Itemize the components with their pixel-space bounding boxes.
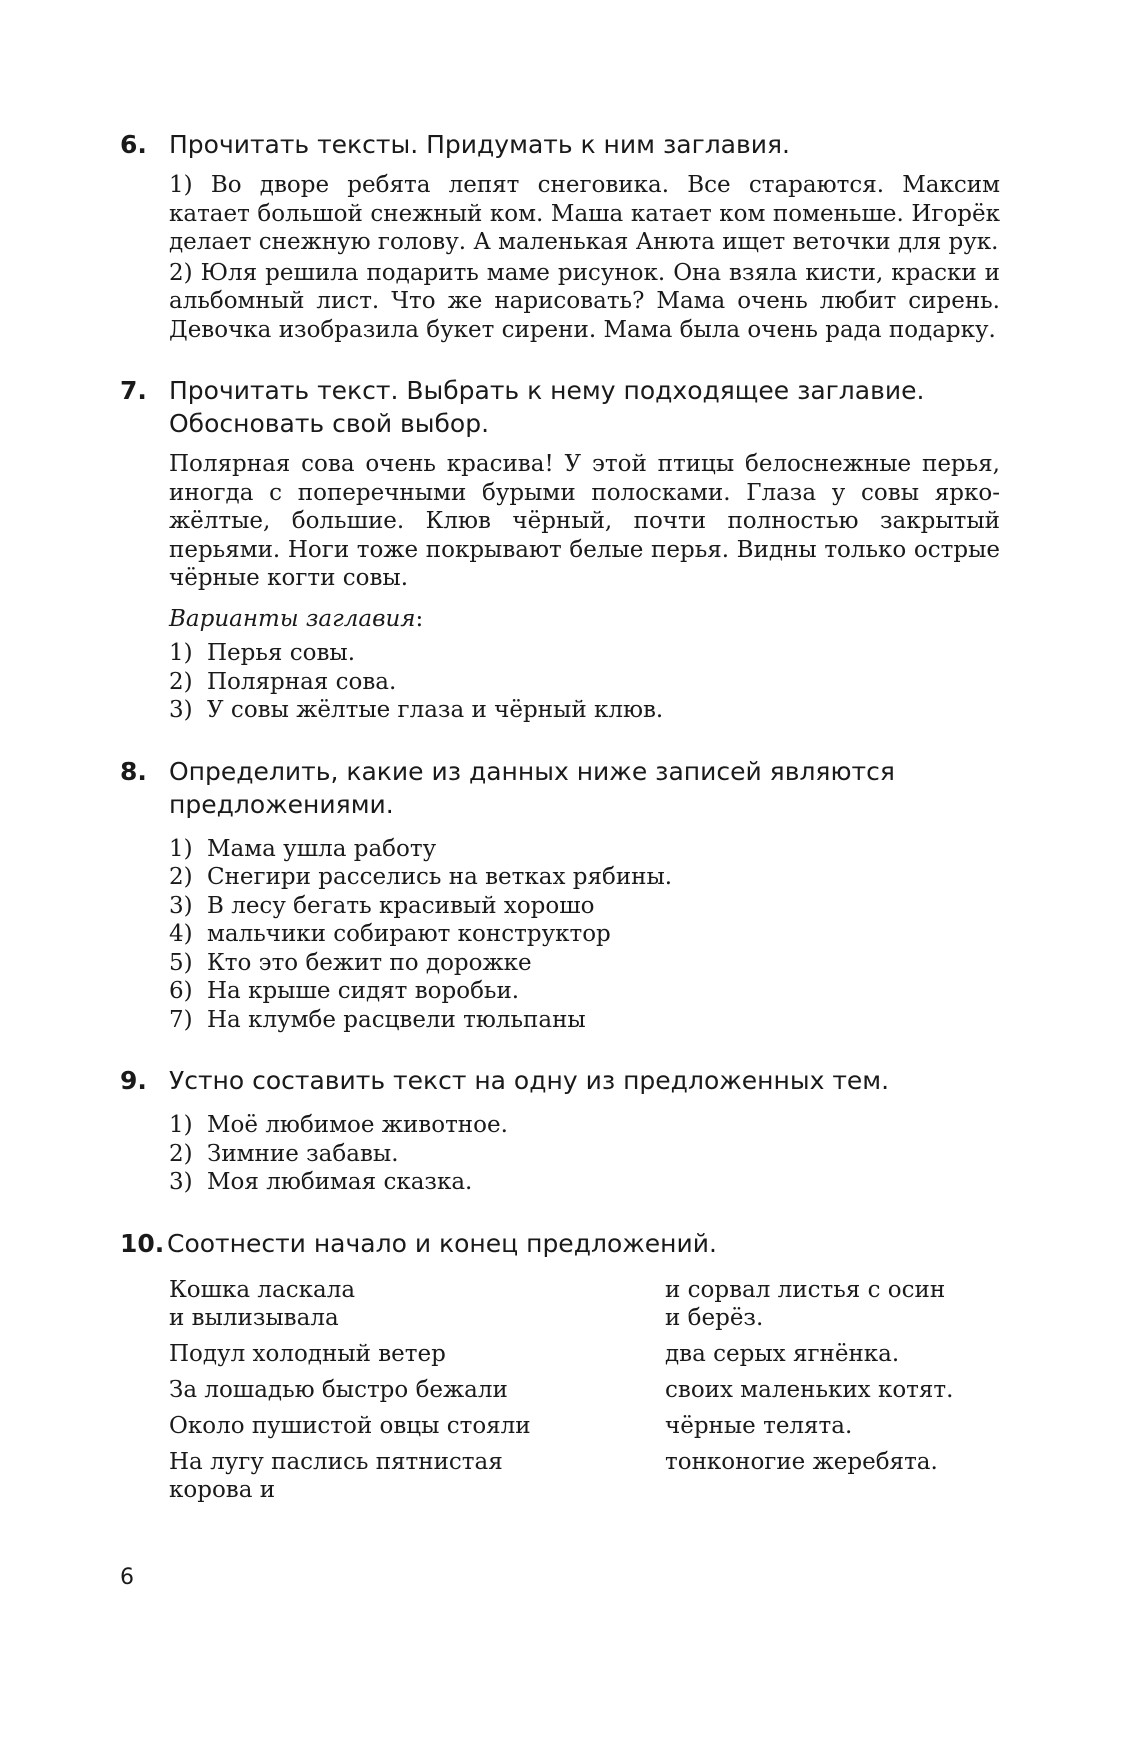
list-item-text: Полярная сова. [207, 668, 397, 695]
list-item-number: 4) [169, 921, 193, 947]
list-item-text: Моя любимая сказка. [207, 1169, 473, 1195]
topics-list [169, 1111, 1000, 1197]
list-item-text: Снегири расселись на ветках рябины. [207, 864, 673, 890]
matching-table [169, 1276, 1000, 1504]
task-header [120, 1064, 1000, 1097]
list-item-number: 2) [169, 864, 193, 890]
list-item-text: Зимние забавы. [207, 1140, 399, 1167]
list-item-text: На клумбе расцвели тюльпаны [207, 1006, 586, 1033]
list-item [169, 892, 1000, 921]
list-item-number: 1) [169, 835, 193, 862]
variants-list [169, 639, 1000, 725]
list-item-text: Перья совы. [207, 640, 356, 666]
list-item-text: Моё любимое животное. [207, 1112, 508, 1138]
variants-label-colon: : [415, 605, 424, 632]
task-title: Прочитать тексты. Придумать к ним заглавия. [169, 130, 790, 159]
list-item [169, 1140, 1000, 1169]
list-item-number: 3) [169, 1169, 193, 1195]
list-item [169, 920, 1000, 949]
task-header [120, 128, 1000, 161]
list-item-number: 2) [169, 1140, 193, 1167]
task-title: Соотнести начало и конец предложений. [167, 1228, 717, 1258]
list-item [169, 1111, 1000, 1140]
list-item-number: 1) [169, 640, 193, 666]
task-number: 9. [120, 1066, 147, 1095]
task-header [120, 755, 1000, 821]
list-item-number: 6) [169, 978, 193, 1004]
list-item [169, 835, 1000, 864]
task-body [169, 450, 1000, 725]
task-6 [120, 128, 1000, 344]
sentence-end: два серых ягнёнка. [665, 1340, 900, 1367]
text-paragraph: 1) Во дворе ребята лепят снеговика. Все стараются. Максим катает большой снежный ком. Маша катает ком поменьше. Игорёк делает снежную голову. А маленькая Анюта ищет веточки для рук. [169, 172, 1000, 255]
variants-label [169, 605, 1000, 634]
task-number: 7. [120, 376, 147, 405]
task-title: Устно составить текст на одну из предложенных тем. [169, 1066, 890, 1095]
text-paragraph: Полярная сова очень красива! У этой птицы белоснежные перья, иногда с поперечными бурыми полосками. Глаза у совы ярко-жёлтые, большие. Клюв чёрный, почти полностью закрытый перьями. Ноги тоже покрывают белые перья. Видны только острые чёрные когти совы. [169, 451, 1000, 591]
list-item-number: 3) [169, 892, 193, 919]
list-item [169, 639, 1000, 668]
list-item-number: 3) [169, 697, 193, 723]
sentence-end: своих маленьких котят. [665, 1376, 954, 1403]
task-body [169, 835, 1000, 1035]
task-body [169, 1111, 1000, 1197]
list-item-text: У совы жёлтые глаза и чёрный клюв. [207, 697, 664, 723]
task-header [120, 1227, 1000, 1260]
variants-label-text: Варианты заглавия [169, 605, 416, 632]
records-list [169, 835, 1000, 1035]
task-8 [120, 755, 1000, 1035]
task-number: 8. [120, 756, 147, 786]
sentence-start: Около пушистой овцы стояли [169, 1412, 531, 1439]
sentence-end: и сорвал листья с осин и берёз. [665, 1276, 946, 1331]
list-item [169, 949, 1000, 978]
task-header [120, 374, 1000, 440]
task-9 [120, 1064, 1000, 1197]
list-item-text: На крыше сидят воробьи. [207, 978, 520, 1004]
list-item-number: 2) [169, 668, 193, 695]
sentence-start: Подул холодный ветер [169, 1340, 446, 1367]
list-item-text: Мама ушла работу [207, 835, 437, 862]
page-content [120, 128, 1000, 1534]
task-10 [120, 1227, 1000, 1504]
list-item-number: 1) [169, 1112, 193, 1138]
list-item [169, 1006, 1000, 1035]
sentence-start: Кошка ласкала и вылизывала [169, 1276, 356, 1331]
task-title: Определить, какие из данных ниже записей являются предложениями. [169, 756, 895, 819]
list-item [169, 977, 1000, 1006]
list-item-text: В лесу бегать красивый хорошо [207, 892, 595, 919]
task-body [169, 171, 1000, 344]
list-item-number: 5) [169, 949, 193, 976]
sentence-start: За лошадью быстро бежали [169, 1376, 508, 1403]
task-7 [120, 374, 1000, 725]
task-title: Прочитать текст. Выбрать к нему подходящее заглавие. Обосновать свой выбор. [169, 376, 925, 438]
list-item [169, 1168, 1000, 1197]
list-item-text: мальчики собирают конструктор [207, 921, 611, 947]
list-item-number: 7) [169, 1006, 193, 1033]
text-paragraph: 2) Юля решила подарить маме рисунок. Она взяла кисти, краски и альбомный лист. Что же нарисовать? Мама очень любит сирень. Девочка изобразила букет сирени. Мама была очень рада подарку. [169, 259, 1000, 343]
sentence-start: На лугу паслись пятнистая корова и [169, 1448, 503, 1503]
list-item [169, 668, 1000, 697]
sentence-end: чёрные телята. [665, 1412, 853, 1439]
sentence-end: тонконогие жеребята. [665, 1448, 938, 1475]
list-item [169, 696, 1000, 725]
task-number: 10. [120, 1228, 165, 1258]
list-item-text: Кто это бежит по дорожке [207, 949, 532, 976]
list-item [169, 863, 1000, 892]
page-number: 6 [120, 1565, 134, 1590]
task-number: 6. [120, 130, 147, 159]
